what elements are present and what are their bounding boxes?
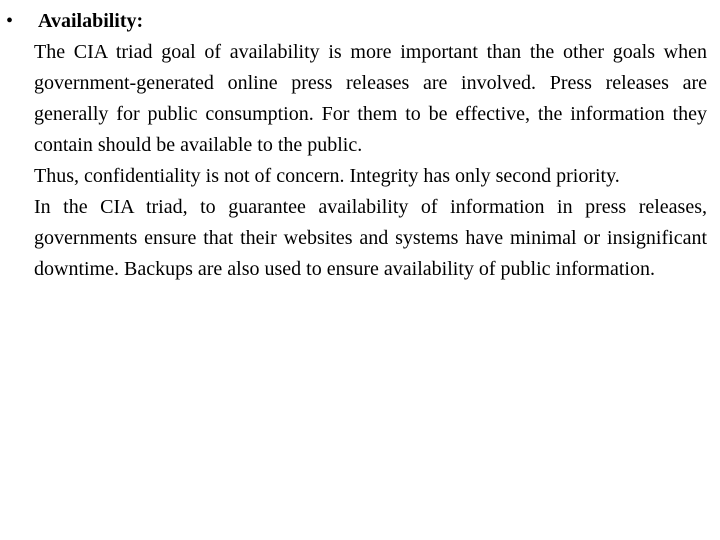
paragraph-availability-importance: The CIA triad goal of availability is more important than the other goals when government-generated online press releases are involved. Press releases are generally for public consumption. For them to be effective, the information they contain should be available to the public. xyxy=(34,41,707,156)
bullet-point: • xyxy=(6,10,14,32)
body-text xyxy=(34,37,707,285)
section-heading: Availability: xyxy=(38,10,144,32)
paragraph-confidentiality: Thus, confidentiality is not of concern. Integrity has only second priority. xyxy=(34,165,620,187)
paragraph-guarantee-availability: In the CIA triad, to guarantee availability of information in press releases, governments ensure that their websites and systems have minimal or insignificant downtime. Backups are also used to ensure availability of public information. xyxy=(34,196,707,280)
